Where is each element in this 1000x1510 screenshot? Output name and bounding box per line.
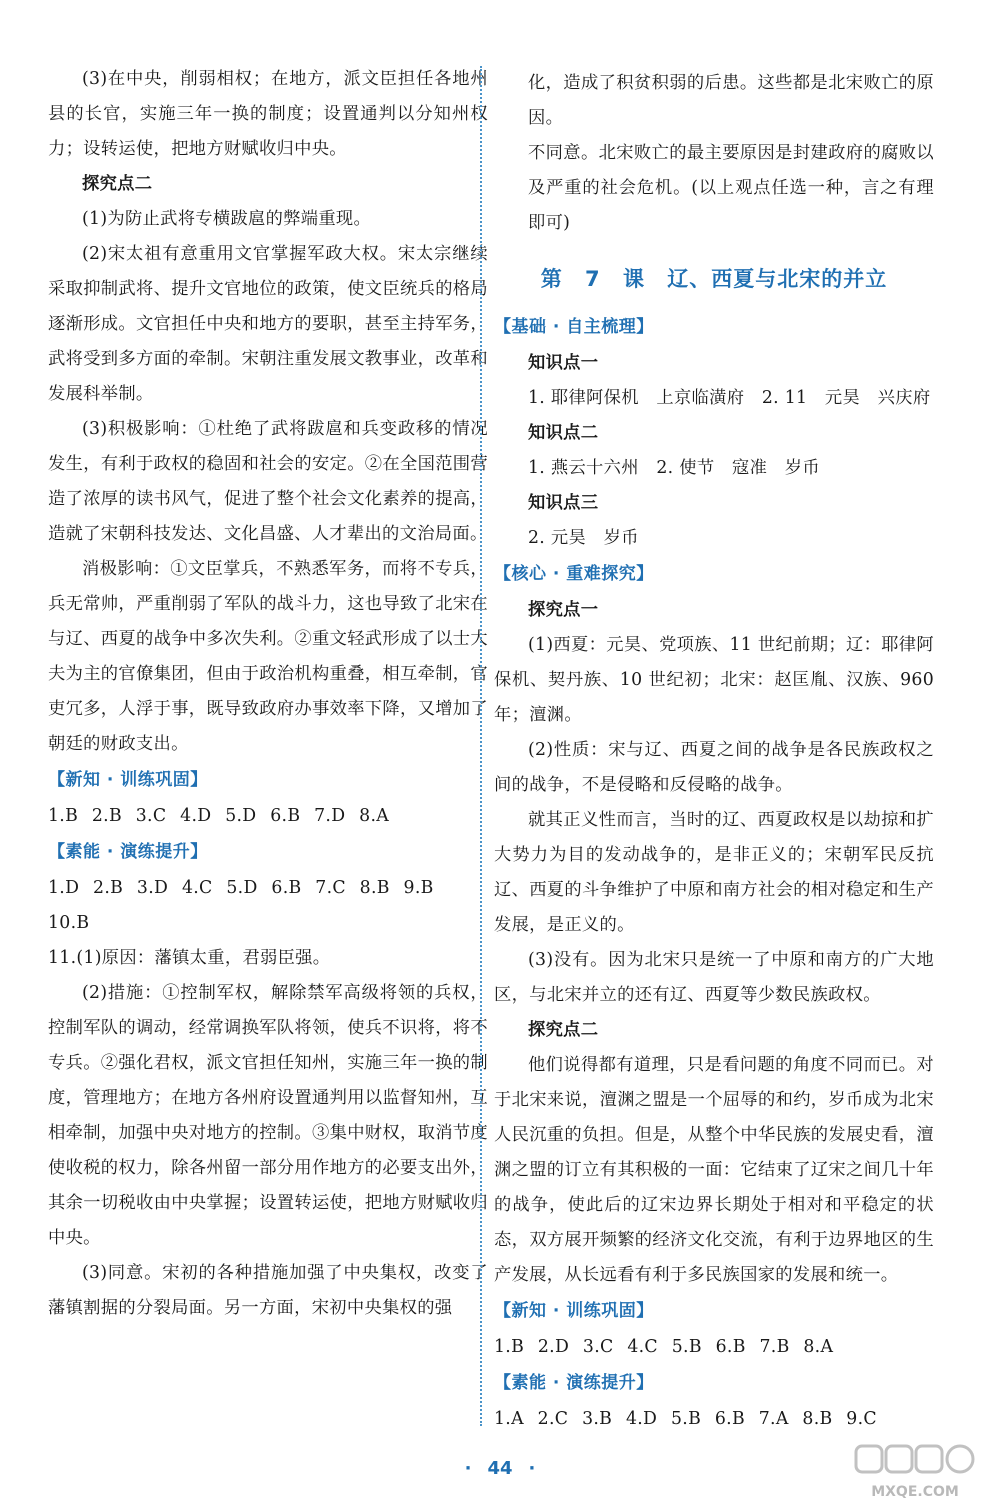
dot-glyph: ·: [528, 1458, 536, 1479]
watermark: [850, 1442, 980, 1500]
paragraph: 他们说得都有道理，只是看问题的角度不同而已。对于北宋来说，澶渊之盟是一个屈辱的和约，岁币成为北宋人民沉重的负担。但是，从整个中华民族的发展史看，澶渊之盟的订立有其积极的一面：它结束了辽宋之间几十年的战争，使此后的辽宋边界长期处于相对和平稳定的状态，双方展开频繁的经济文化交流，有利于边界地区的生产发展，从长远看有利于多民族国家的发展和统一。: [494, 1055, 934, 1285]
subheading: 知识点二: [528, 423, 599, 443]
section-heading: 【新知 · 训练巩固】: [494, 1301, 654, 1321]
paragraph: (2)措施：①控制军权，解除禁军高级将领的兵权，控制军队的调动，经常调换军队将领，使兵不识将，将不专兵。②强化君权，派文官担任知州，实施三年一换的制度，管理地方；在地方各州府设置通判用以监督知州，互相牵制，加强中央对地方的控制。③集中财权，取消节度使收税的权力，除各州留一部分用作地方的必要支出外，其余一切税收由中央掌握；设置转运使，把地方财赋收归中央。: [48, 983, 488, 1248]
answer-line: 1.D 2.B 3.D 4.C 5.D 6.B 7.C 8.B 9.B: [48, 878, 434, 898]
answer-line: 1.A 2.C 3.B 4.D 5.B 6.B 7.A 8.B 9.C: [494, 1409, 877, 1429]
left-column: [48, 62, 488, 1326]
section-heading: 【核心 · 重难探究】: [494, 564, 654, 584]
answer-line: 10.B: [48, 913, 90, 933]
paragraph: 就其正义性而言，当时的辽、西夏政权是以劫掠和扩大势力为目的发动战争的，是非正义的；宋朝军民反抗辽、西夏的斗争维护了中原和南方社会的相对稳定和生产发展，是正义的。: [494, 810, 934, 935]
subheading: 探究点二: [528, 1020, 599, 1040]
paragraph: (3)没有。因为北宋只是统一了中原和南方的广大地区，与北宋并立的还有辽、西夏等少数民族政权。: [494, 950, 934, 1005]
watermark-site: MXQE.COM: [871, 1484, 959, 1500]
subheading: 知识点三: [528, 493, 599, 513]
subheading: 探究点二: [82, 174, 153, 194]
section-heading: 【素能 · 演练提升】: [494, 1373, 654, 1393]
page-number-value: 44: [487, 1458, 513, 1479]
paragraph: (3)积极影响：①杜绝了武将跋扈和兵变政移的情况发生，有利于政权的稳固和社会的安定。②在全国范围营造了浓厚的读书风气，促进了整个社会文化素养的提高，造就了宋朝科技发达、文化昌盛、人才辈出的文治局面。: [48, 419, 488, 544]
watermark-logo-icon: [850, 1442, 980, 1482]
paragraph: (2)宋太祖有意重用文官掌握军政大权。宋太宗继续采取抑制武将、提升文官地位的政策，使文臣统兵的格局逐渐形成。文官担任中央和地方的要职，甚至主持军务，武将受到多方面的牵制。宋朝注重发展文教事业，改革和发展科举制。: [48, 244, 488, 404]
paragraph: (3)在中央，削弱相权；在地方，派文臣担任各地州县的长官，实施三年一换的制度；设置通判以分知州权力；设转运使，把地方财赋收归中央。: [48, 69, 488, 159]
subheading: 探究点一: [528, 600, 599, 620]
dot-glyph: ·: [464, 1458, 472, 1479]
column-divider: [480, 66, 482, 1426]
section-heading: 【基础 · 自主梳理】: [494, 317, 654, 337]
section-heading: 【新知 · 训练巩固】: [48, 770, 208, 790]
answer-line: 1.B 2.D 3.C 4.C 5.B 6.B 7.B 8.A: [494, 1337, 834, 1357]
paragraph: 不同意。北宋败亡的最主要原因是封建政府的腐败以及严重的社会危机。(以上观点任选一种，言之有理即可): [528, 143, 934, 233]
paragraph: (1)西夏：元昊、党项族、11 世纪前期；辽：耶律阿保机、契丹族、10 世纪初；北宋：赵匡胤、汉族、960 年；澶渊。: [494, 635, 934, 725]
paragraph: (3)同意。宋初的各种措施加强了中央集权，改变了藩镇割据的分裂局面。另一方面，宋初中央集权的强: [48, 1263, 488, 1318]
answer-line: 1. 耶律阿保机 上京临潢府 2. 11 元昊 兴庆府: [528, 388, 931, 408]
answer-line: 1.B 2.B 3.C 4.D 5.D 6.B 7.D 8.A: [48, 806, 390, 826]
right-column: [494, 66, 934, 1437]
answer-line: 2. 元昊 岁币: [528, 528, 639, 548]
paragraph: 化，造成了积贫积弱的后患。这些都是北宋败亡的原因。: [528, 73, 934, 128]
subheading: 知识点一: [528, 353, 599, 373]
paragraph: (1)为防止武将专横跋扈的弊端重现。: [82, 209, 372, 229]
answer-line: 1. 燕云十六州 2. 使节 寇准 岁币: [528, 458, 820, 478]
paragraph: (2)性质：宋与辽、西夏之间的战争是各民族政权之间的战争，不是侵略和反侵略的战争。: [494, 740, 934, 795]
question-answer: 11.(1)原因：藩镇太重，君弱臣强。: [48, 948, 331, 968]
paragraph: 消极影响：①文臣掌兵，不熟悉军务，而将不专兵，兵无常帅，严重削弱了军队的战斗力，这也导致了北宋在与辽、西夏的战争中多次失利。②重文轻武形成了以士大夫为主的官僚集团，但由于政治机构重叠，相互牵制，官吏冗多，人浮于事，既导致政府办事效率下降，又增加了朝廷的财政支出。: [48, 559, 488, 754]
section-heading: 【素能 · 演练提升】: [48, 842, 208, 862]
lesson-title: 第 7 课 辽、西夏与北宋的并立: [540, 267, 888, 291]
